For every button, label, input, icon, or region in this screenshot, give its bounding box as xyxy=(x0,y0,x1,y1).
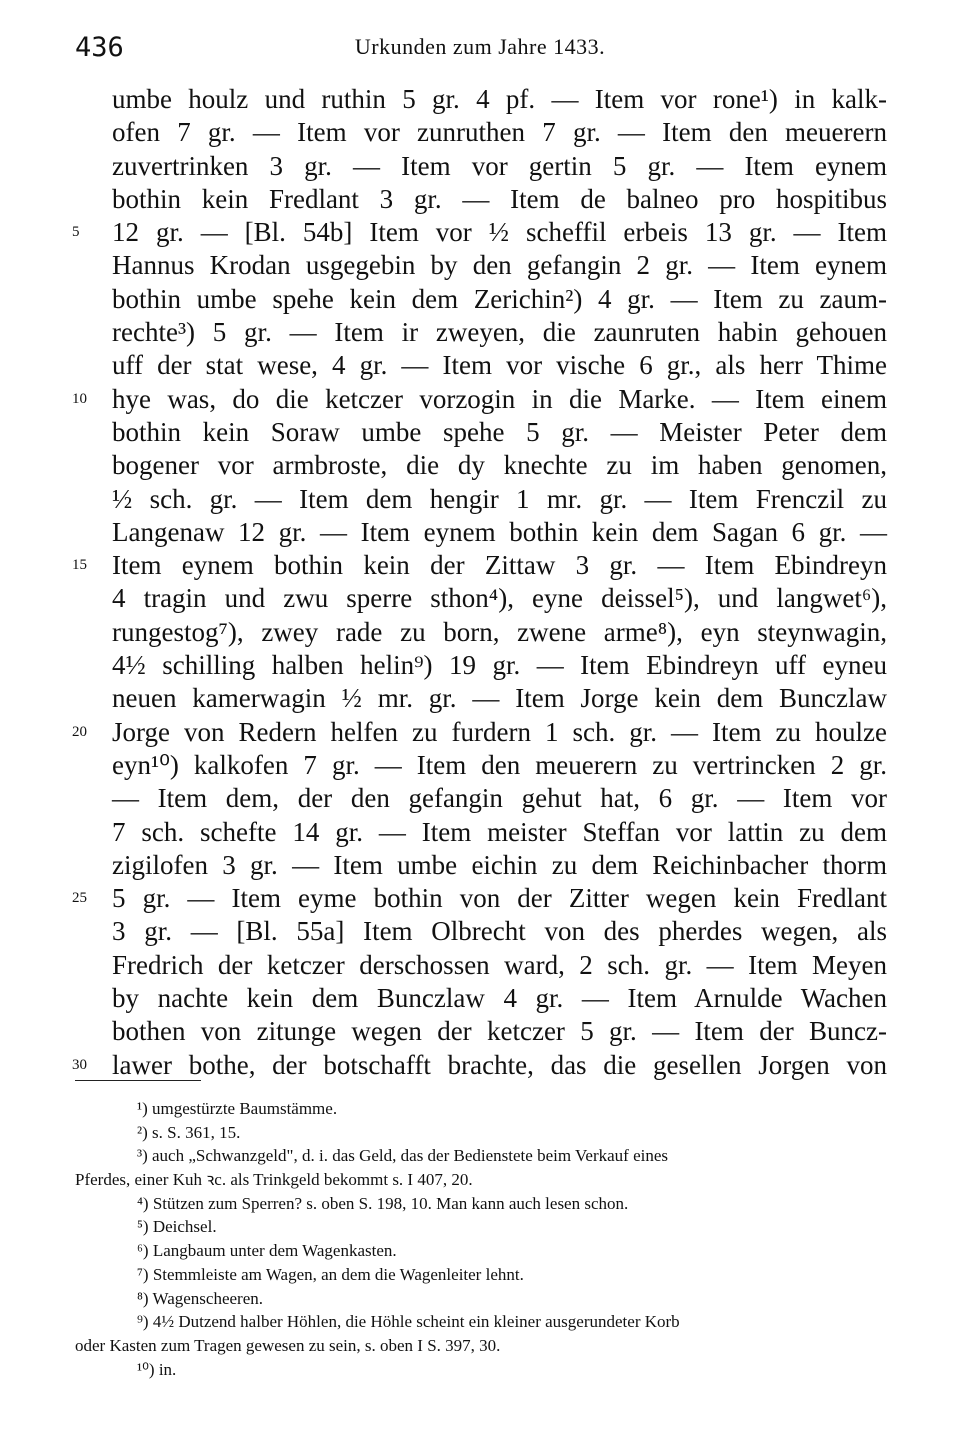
line-text: bothin kein Fredlant 3 gr. — Item de balneo pro hospitibus xyxy=(112,183,887,214)
line-text: bogener vor armbroste, die dy knechte zu im haben genomen, xyxy=(112,450,887,481)
text-line xyxy=(112,949,887,982)
line-number: 10 xyxy=(72,390,87,407)
line-text: bothen von zitunge wegen der ketczer 5 gr. — Item der Buncz- xyxy=(112,1016,887,1047)
footnote-divider xyxy=(75,1080,201,1081)
line-text: Hannus Krodan usgegebin by den gefangin 2 gr. — Item eynem xyxy=(112,250,887,281)
line-number: 15 xyxy=(72,557,87,574)
line-text: Jorge von Redern helfen zu furdern 1 sch. gr. — Item zu houlze xyxy=(112,716,887,747)
line-text: — Item dem, der den gefangin gehut hat, 6 gr. — Item vor xyxy=(112,783,887,814)
line-text: neuen kamerwagin ½ mr. gr. — Item Jorge kein dem Bunczlaw xyxy=(112,683,887,714)
line-text: hye was, do die ketczer vorzogin in die Marke. — Item einem xyxy=(112,383,887,414)
text-line xyxy=(112,982,887,1015)
text-line xyxy=(112,849,887,882)
line-text: 4½ schilling halben helin⁹) 19 gr. — Item Ebindreyn uff eyneu xyxy=(112,650,887,681)
line-text: Langenaw 12 gr. — Item eynem bothin kein dem Sagan 6 gr. — xyxy=(112,516,887,547)
text-line xyxy=(72,383,887,416)
text-line xyxy=(112,616,887,649)
line-text: by nachte kein dem Bunczlaw 4 gr. — Item Arnulde Wachen xyxy=(112,983,887,1014)
text-line xyxy=(112,449,887,482)
footnote: ⁴) Stützen zum Sperren? s. oben S. 198, 10. Man kann auch lesen schon. xyxy=(137,1193,629,1213)
line-text: ofen 7 gr. — Item vor zunruthen 7 gr. — Item den meuerern xyxy=(112,117,887,148)
footnote: oder Kasten zum Tragen gewesen zu sein, s. oben I S. 397, 30. xyxy=(75,1335,501,1355)
line-text: zuvertrinken 3 gr. — Item vor gertin 5 gr. — Item eynem xyxy=(112,150,887,181)
footnote: ⁵) Deichsel. xyxy=(137,1217,217,1237)
line-text: 12 gr. — [Bl. 54b] Item vor ½ scheffil erbeis 13 gr. — Item xyxy=(112,217,887,248)
text-line xyxy=(112,83,887,116)
footnote: ¹⁰) in. xyxy=(137,1359,177,1379)
line-text: uff der stat wese, 4 gr. — Item vor vische 6 gr., als herr Thime xyxy=(112,350,887,381)
page-header xyxy=(75,32,885,72)
line-text: lawer bothe, der botschafft brachte, das die gesellen Jorgen von xyxy=(112,1049,887,1080)
footnotes xyxy=(75,1097,885,1381)
line-text: Fredrich der ketczer derschossen ward, 2 sch. gr. — Item Meyen xyxy=(112,949,887,980)
text-line xyxy=(72,216,887,249)
text-line xyxy=(112,915,887,948)
line-text: zigilofen 3 gr. — Item umbe eichin zu dem Reichinbacher thorm xyxy=(112,849,887,880)
line-text: bothin umbe spehe kein dem Zerichin²) 4 gr. — Item zu zaum- xyxy=(112,283,887,314)
line-text: rungestog⁷), zwey rade zu born, zwene arme⁸), eyn steynwagin, xyxy=(112,616,887,647)
text-line xyxy=(112,349,887,382)
main-text xyxy=(72,83,887,1082)
text-line xyxy=(112,682,887,715)
text-line xyxy=(112,749,887,782)
text-line xyxy=(112,249,887,282)
text-line xyxy=(112,283,887,316)
text-line xyxy=(72,549,887,582)
text-line xyxy=(112,516,887,549)
line-text: bothin kein Soraw umbe spehe 5 gr. — Meister Peter dem xyxy=(112,416,887,447)
text-line xyxy=(112,483,887,516)
page-number: 436 xyxy=(75,32,124,63)
line-text: umbe houlz und ruthin 5 gr. 4 pf. — Item vor rone¹) in kalk- xyxy=(112,84,887,114)
footnote: ²) s. S. 361, 15. xyxy=(137,1122,241,1142)
text-line xyxy=(112,649,887,682)
footnote: ³) auch „Schwanzgeld", d. i. das Geld, das der Bedienstete beim Verkauf eines xyxy=(137,1146,668,1166)
footnote: Pferdes, einer Kuh ꝛc. als Trinkgeld bekommt s. I 407, 20. xyxy=(75,1170,473,1190)
text-line xyxy=(72,716,887,749)
line-text: 7 sch. schefte 14 gr. — Item meister Steffan vor lattin zu dem xyxy=(112,816,887,847)
footnote: ⁸) Wagenscheeren. xyxy=(137,1288,264,1308)
line-number: 20 xyxy=(72,723,87,740)
text-line xyxy=(112,782,887,815)
text-line xyxy=(112,150,887,183)
line-text: 3 gr. — [Bl. 55a] Item Olbrecht von des pherdes wegen, als xyxy=(112,916,887,947)
line-number: 25 xyxy=(72,890,87,907)
line-number: 5 xyxy=(72,224,80,241)
text-line xyxy=(112,816,887,849)
line-text: ½ sch. gr. — Item dem hengir 1 mr. gr. — Item Frenczil zu xyxy=(112,483,887,514)
text-line xyxy=(112,316,887,349)
line-text: eyn¹⁰) kalkofen 7 gr. — Item den meuerern zu vertrincken 2 gr. xyxy=(112,749,887,780)
line-text: rechte³) 5 gr. — Item ir zweyen, die zaunruten habin gehouen xyxy=(112,317,887,348)
text-line xyxy=(112,416,887,449)
text-line xyxy=(112,1015,887,1048)
running-title: Urkunden zum Jahre 1433. xyxy=(354,34,606,59)
line-text: 5 gr. — Item eyme bothin von der Zitter wegen kein Fredlant xyxy=(112,883,887,914)
text-line xyxy=(112,116,887,149)
text-line xyxy=(112,582,887,615)
footnote: ⁹) 4½ Dutzend halber Höhlen, die Höhle scheint ein kleiner ausgerundeter Korb xyxy=(137,1312,680,1332)
footnote: ⁷) Stemmleiste am Wagen, an dem die Wagenleiter lehnt. xyxy=(137,1264,524,1284)
text-line xyxy=(72,1049,887,1082)
line-text: Item eynem bothin kein der Zittaw 3 gr. — Item Ebindreyn xyxy=(112,550,887,581)
text-line xyxy=(112,183,887,216)
footnote: ⁶) Langbaum unter dem Wagenkasten. xyxy=(137,1241,397,1261)
line-number: 30 xyxy=(72,1056,87,1073)
text-line xyxy=(72,882,887,915)
line-text: 4 tragin und zwu sperre sthon⁴), eyne deissel⁵), und langwet⁶), xyxy=(112,583,887,614)
footnote: ¹) umgestürzte Baumstämme. xyxy=(137,1099,338,1118)
